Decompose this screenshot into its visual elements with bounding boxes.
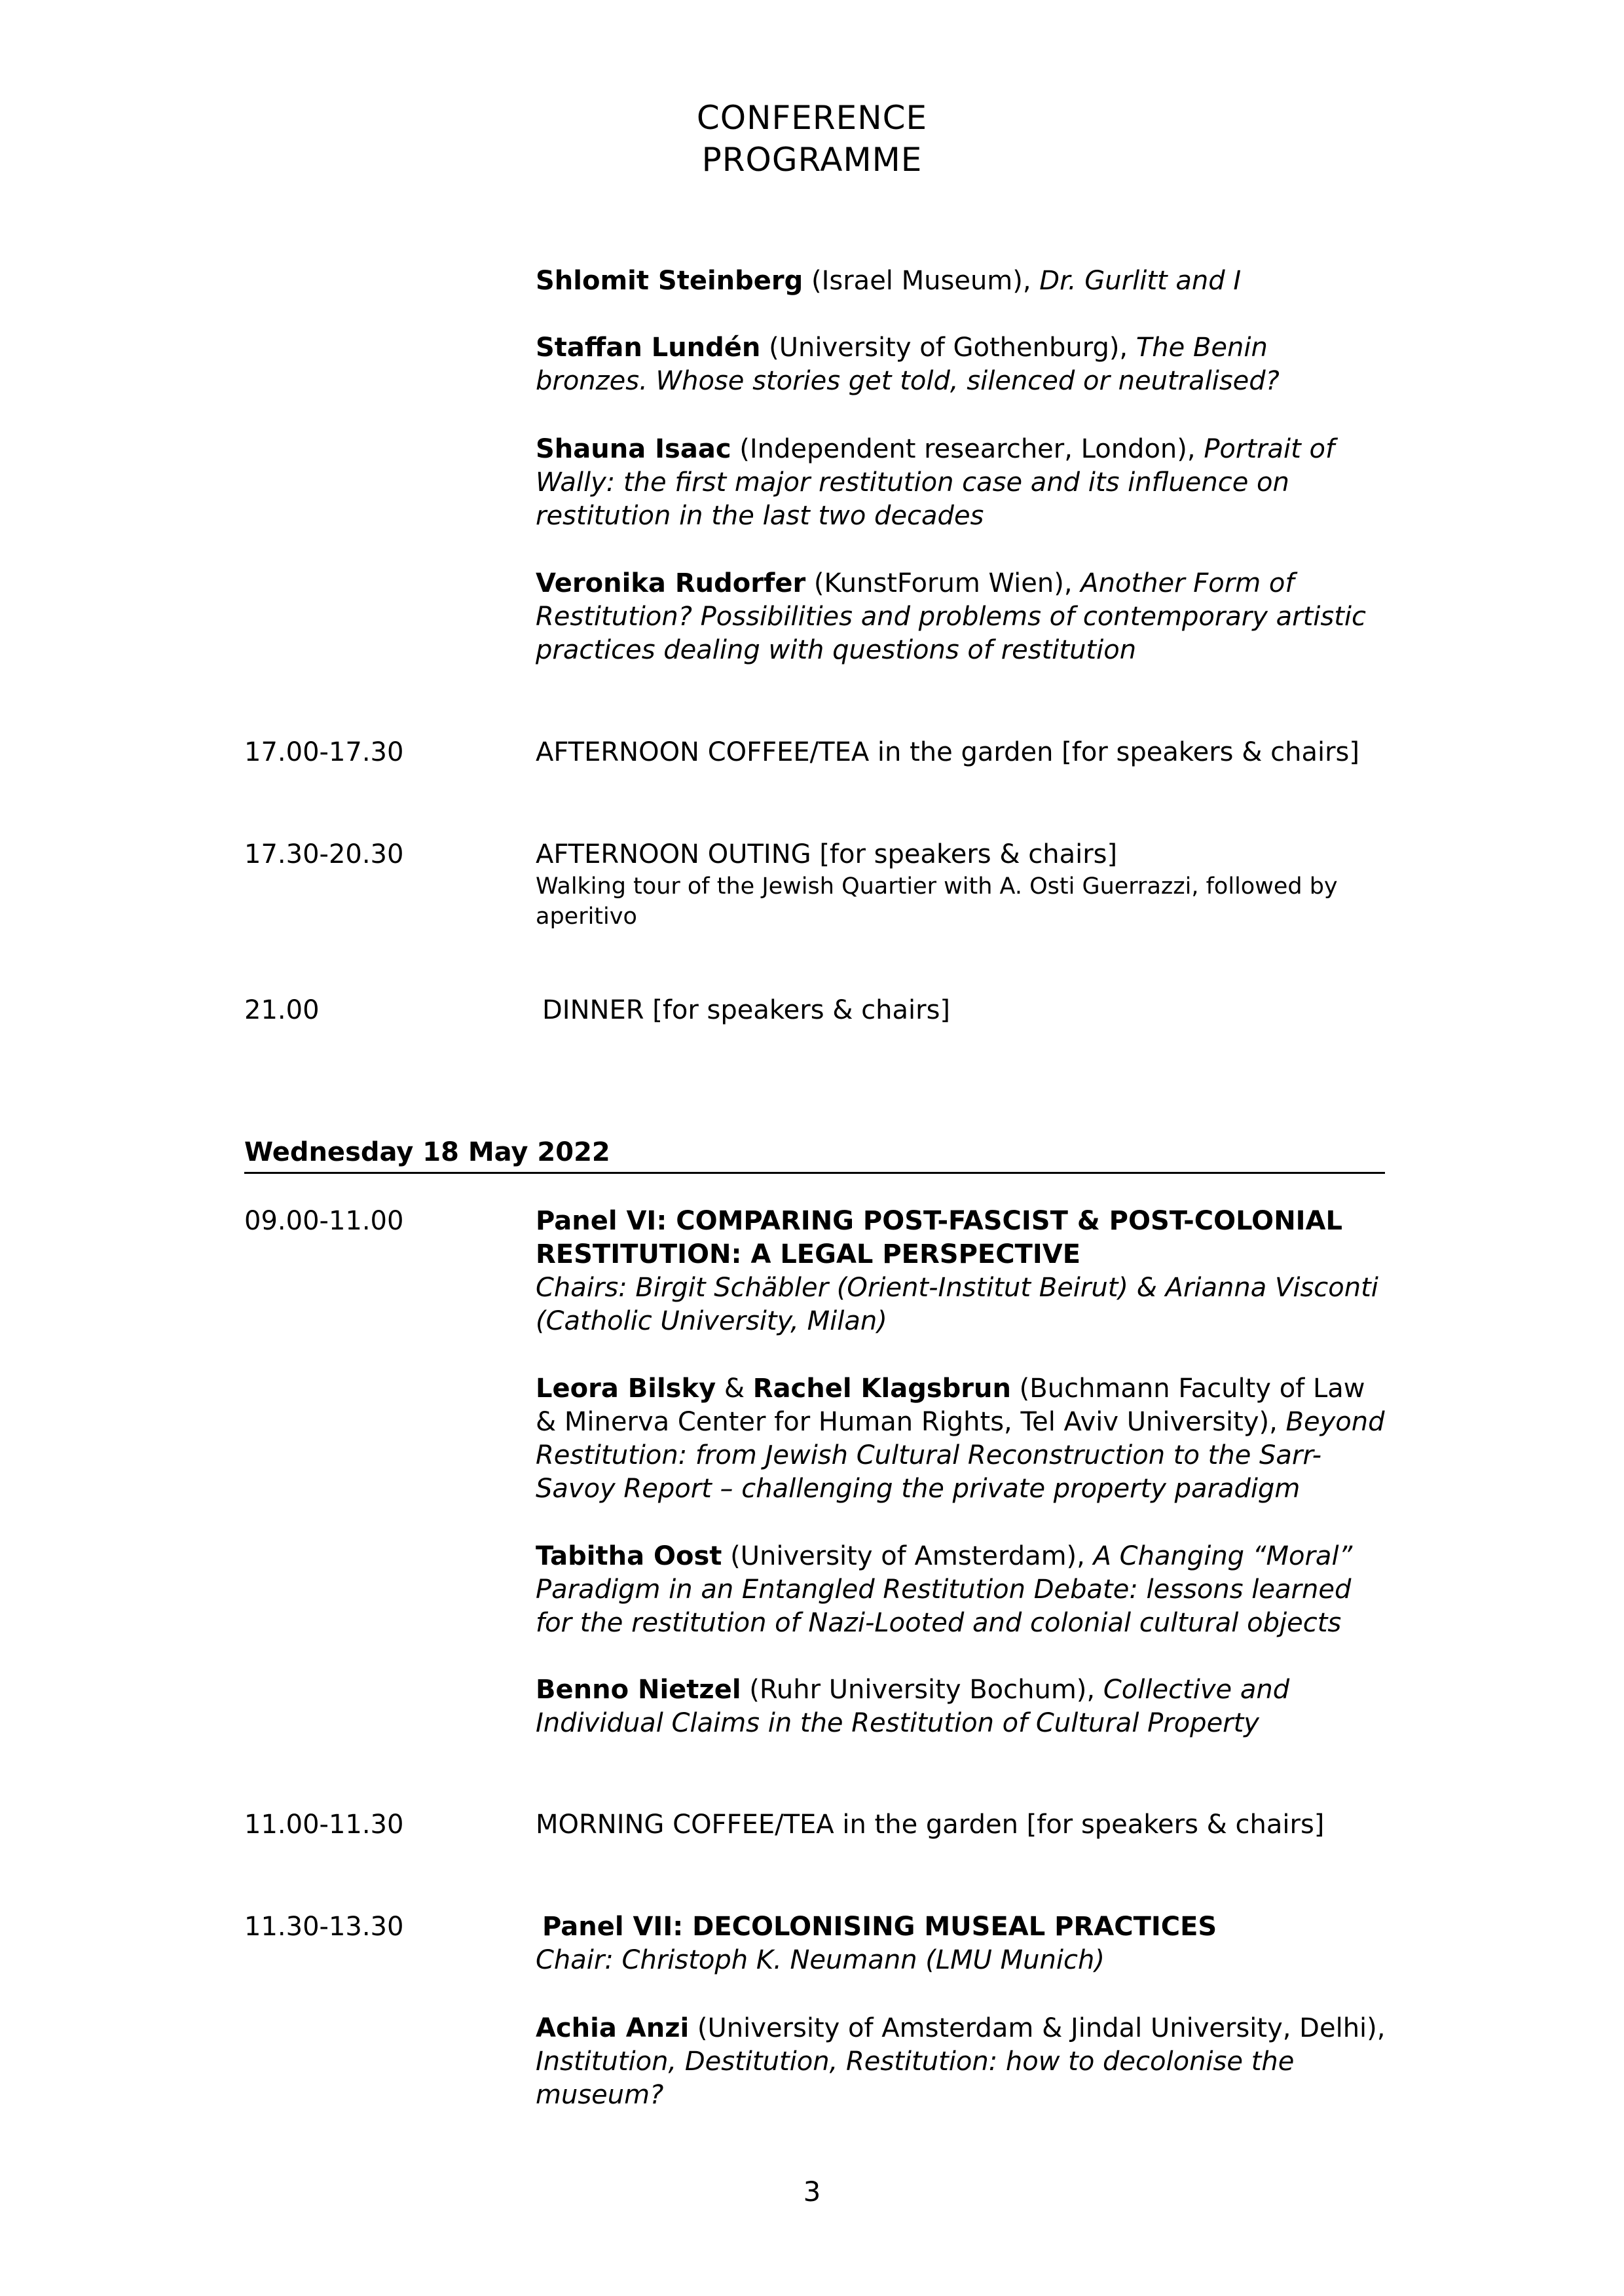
- page-number: 3: [803, 2176, 821, 2208]
- speaker-affiliation: (Israel Museum),: [803, 266, 1040, 296]
- talk-title: Beyond Restitution: from Jewish Cultural Reconstruction to the Sarr-Savoy Report – challenging the private property paradigm: [536, 1407, 1385, 1504]
- schedule-time: 11.00-11.30: [244, 1810, 404, 1840]
- speaker-name: Shlomit Steinberg: [536, 266, 803, 296]
- talk-entry: [536, 331, 1387, 398]
- section-divider: [244, 1172, 1385, 1174]
- page-title-line-2: PROGRAMME: [701, 141, 923, 179]
- schedule-item-label: AFTERNOON OUTING [for speakers & chairs]: [536, 839, 1118, 869]
- talk-title: Institution, Destitution, Restitution: how to decolonise the museum?: [536, 2047, 1295, 2110]
- talk-entry: [536, 1372, 1387, 1506]
- speaker-affiliation: (Ruhr University Bochum),: [741, 1675, 1103, 1705]
- schedule-time: 17.30-20.30: [244, 839, 404, 869]
- speaker-name: Rachel Klagsbrun: [752, 1374, 1011, 1404]
- schedule-item: MORNING COFFEE/TEA in the garden [for speakers & chairs]: [536, 1810, 1325, 1840]
- panel-title: Panel VI: COMPARING POST-FASCIST & POST-COLONIAL RESTITUTION: A LEGAL PERSPECTIVE: [536, 1206, 1342, 1269]
- speaker-affiliation: (KunstForum Wien),: [805, 568, 1081, 598]
- schedule-time: 11.30-13.30: [244, 1912, 404, 1942]
- talk-entry: [536, 1540, 1387, 1640]
- speaker-affiliation: (University of Amsterdam),: [722, 1541, 1094, 1571]
- speaker-affiliation: (Buchmann Faculty of Law & Minerva Center for Human Rights, Tel Aviv University),: [536, 1374, 1365, 1437]
- panel-title: Panel VII: DECOLONISING MUSEAL PRACTICES: [542, 1912, 1217, 1942]
- panel-block: [536, 1910, 1393, 1977]
- speaker-name: Tabitha Oost: [536, 1541, 722, 1571]
- page-title-line-1: CONFERENCE: [696, 99, 928, 137]
- talk-entry: [536, 1673, 1387, 1740]
- talk-title: Portrait of Wally: the first major restitution case and its influence on restitution in the last two decades: [536, 434, 1335, 531]
- talk-title: Another Form of Restitution? Possibilities and problems of contemporary artistic practices dealing with questions of restitution: [536, 568, 1367, 665]
- talk-entry: [536, 2012, 1387, 2112]
- schedule-time: 17.00-17.30: [244, 737, 404, 767]
- talk-title: A Changing “Moral” Paradigm in an Entangled Restitution Debate: lessons learned for the restitution of Nazi-Looted and colonial cultural objects: [536, 1541, 1353, 1638]
- speaker-name: Benno Nietzel: [536, 1675, 741, 1705]
- schedule-item-note: Walking tour of the Jewish Quartier with A. Osti Guerrazzi, followed by aperitivo: [536, 873, 1338, 930]
- panel-chairs: Chair: Christoph K. Neumann (LMU Munich): [536, 1945, 1105, 1975]
- speaker-name: Veronika Rudorfer: [536, 568, 806, 598]
- talk-title: Collective and Individual Claims in the Restitution of Cultural Property: [536, 1675, 1290, 1738]
- talk-entry: [536, 264, 1387, 298]
- schedule-item: [536, 838, 1387, 932]
- speaker-affiliation: (University of Gothenburg),: [760, 333, 1136, 363]
- speaker-name: Achia Anzi: [536, 2013, 690, 2043]
- day-heading: Wednesday 18 May 2022: [244, 1137, 610, 1167]
- speaker-name: Leora Bilsky: [536, 1374, 716, 1404]
- speaker-name: Shauna Isaac: [536, 434, 731, 464]
- talk-title: Dr. Gurlitt and I: [1039, 266, 1242, 296]
- panel-chairs: Chairs: Birgit Schäbler (Orient-Institut Beirut) & Arianna Visconti (Catholic University, Milan): [536, 1273, 1378, 1336]
- page-title: [0, 97, 1624, 181]
- speaker-name: Staffan Lundén: [536, 333, 761, 363]
- speaker-affiliation: (University of Amsterdam & Jindal University, Delhi),: [689, 2013, 1386, 2043]
- panel-block: [536, 1205, 1387, 1338]
- speaker-connector: &: [716, 1374, 753, 1404]
- schedule-item: DINNER [for speakers & chairs]: [542, 995, 951, 1025]
- talk-title: The Benin bronzes. Whose stories get told, silenced or neutralised?: [536, 333, 1280, 396]
- schedule-item: AFTERNOON COFFEE/TEA in the garden [for speakers & chairs]: [536, 737, 1359, 767]
- schedule-time: 09.00-11.00: [244, 1206, 404, 1236]
- schedule-time: 21.00: [244, 995, 320, 1025]
- speaker-affiliation: (Independent researcher, London),: [731, 434, 1204, 464]
- talk-entry: [536, 567, 1387, 667]
- talk-entry: [536, 433, 1387, 533]
